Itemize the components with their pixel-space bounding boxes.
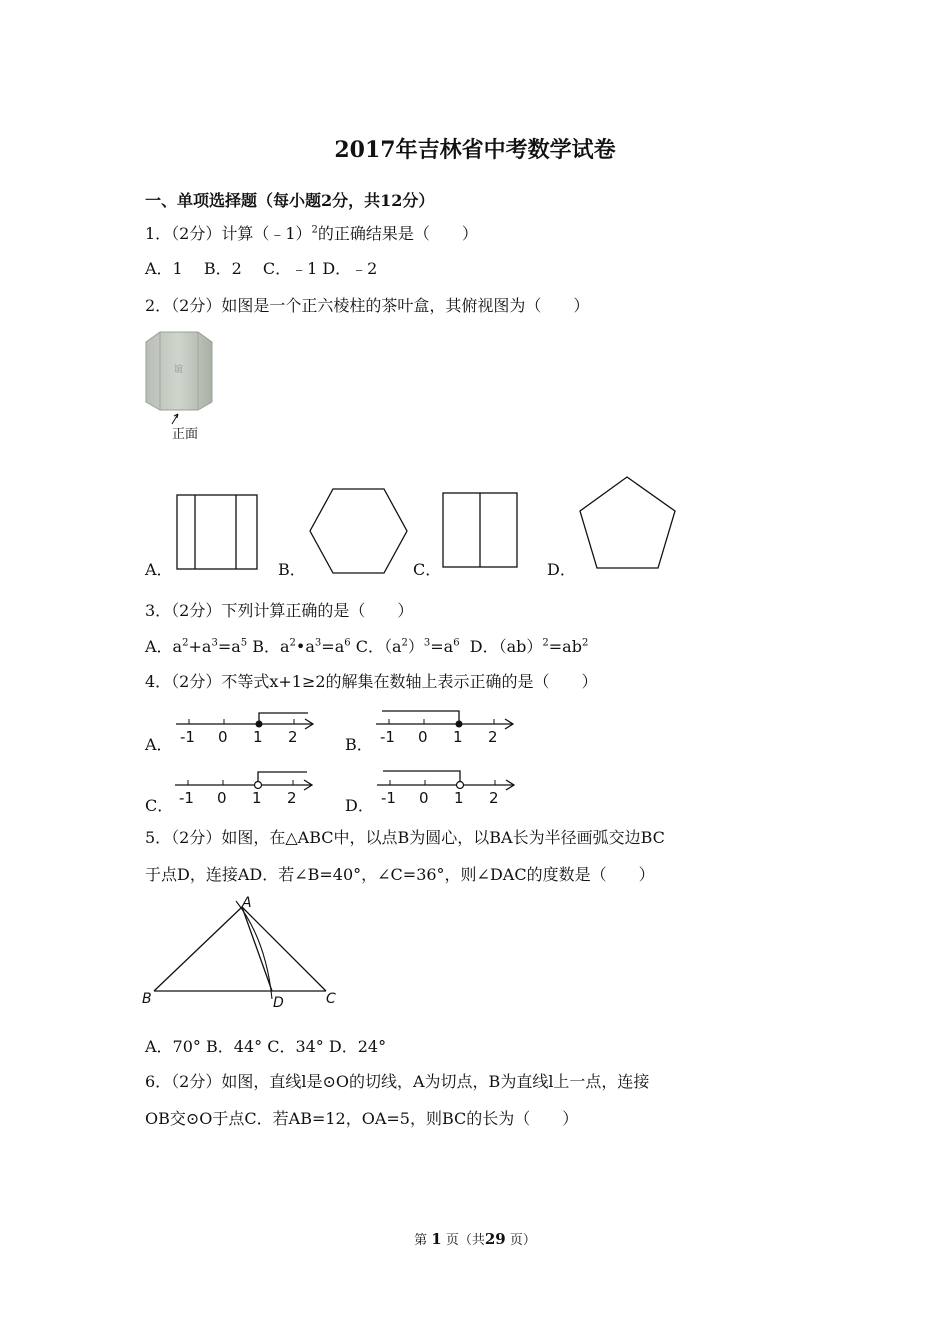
tick-label: 1 [253, 728, 263, 746]
section-heading: 一、单项选择题（每小题2分，共12分） [145, 191, 435, 210]
question-2-stem: 2．（2分）如图是一个正六棱柱的茶叶盒，其俯视图为（ ） [145, 296, 590, 315]
tea-box-photo [140, 328, 230, 446]
tick-label: 2 [489, 789, 499, 807]
point-label-c: C [326, 991, 336, 1007]
question-4-stem: 4．（2分）不等式x+1≥2的解集在数轴上表示正确的是（ ） [145, 672, 598, 691]
q4-option-a-label: A． [145, 735, 173, 754]
question-5-options: A．70° B．44° C．34° D．24° [145, 1037, 387, 1056]
q4-option-d-label: D． [345, 796, 374, 815]
q2-option-b-label: B． [278, 560, 306, 579]
q4-option-a-number-line [172, 706, 322, 750]
svg-text:谊: 谊 [174, 365, 184, 375]
tick-label: 0 [217, 789, 227, 807]
front-label: 正面 [172, 427, 199, 442]
q2-option-c-label: C． [413, 560, 442, 579]
q4-option-c-label: C． [145, 796, 174, 815]
tick-label: 0 [419, 789, 429, 807]
q2-option-c-figure [442, 492, 520, 570]
point-label-a: A [242, 895, 252, 911]
point-label-d: D [273, 995, 284, 1011]
tick-label: 1 [454, 789, 464, 807]
q4-option-b-label: B． [345, 735, 373, 754]
q4-option-b-number-line [372, 702, 522, 746]
page-title: 2017年吉林省中考数学试卷 [334, 137, 616, 163]
question-1-options: A．1 B．2 C．﹣1 D．﹣2 [145, 259, 378, 278]
tick-label: -1 [380, 728, 395, 746]
tick-label: 1 [453, 728, 463, 746]
question-3-stem: 3．（2分）下列计算正确的是（ ） [145, 601, 414, 620]
q2-option-a-figure [176, 494, 260, 572]
question-5-stem-line-2: 于点D，连接AD．若∠B=40°，∠C=36°，则∠DAC的度数是（ ） [145, 865, 655, 884]
tick-label: -1 [381, 789, 396, 807]
tick-label: 2 [287, 789, 297, 807]
question-1-stem: 1．（2分）计算（﹣1）$^2$的正确结果是（ ） [145, 224, 478, 243]
tick-label: 0 [218, 728, 228, 746]
question-6-stem-line-1: 6．（2分）如图，直线l是⊙O的切线，A为切点，B为直线l上一点，连接 [145, 1072, 650, 1091]
point-label-b: B [142, 991, 152, 1007]
question-3-options: A．$a^2+a^3=a^5$ B．$a^2•a^3=a^6$ C．$(a^2)^3=a^6$ D．$(ab)^2=ab^2$ [145, 637, 589, 656]
tick-label: -1 [180, 728, 195, 746]
q2-option-d-label: D． [547, 560, 576, 579]
q2-option-a-label: A． [145, 560, 173, 579]
tick-label: 1 [252, 789, 262, 807]
question-5-stem-line-1: 5．（2分）如图，在△ABC中，以点B为圆心，以BA长为半径画弧交边BC [145, 828, 665, 847]
triangle-abc-diagram [138, 895, 348, 1013]
tick-label: 2 [288, 728, 298, 746]
q4-option-c-number-line [171, 767, 321, 811]
page-footer: 第 1 页（共29 页） [414, 1230, 536, 1248]
q2-option-b-hexagon [308, 487, 410, 577]
q4-option-d-number-line [373, 765, 523, 809]
tick-label: 2 [488, 728, 498, 746]
question-6-stem-line-2: OB交⊙O于点C．若AB=12，OA=5，则BC的长为（ ） [145, 1109, 579, 1128]
tick-label: 0 [418, 728, 428, 746]
q2-option-d-pentagon [577, 475, 679, 571]
tick-label: -1 [179, 789, 194, 807]
